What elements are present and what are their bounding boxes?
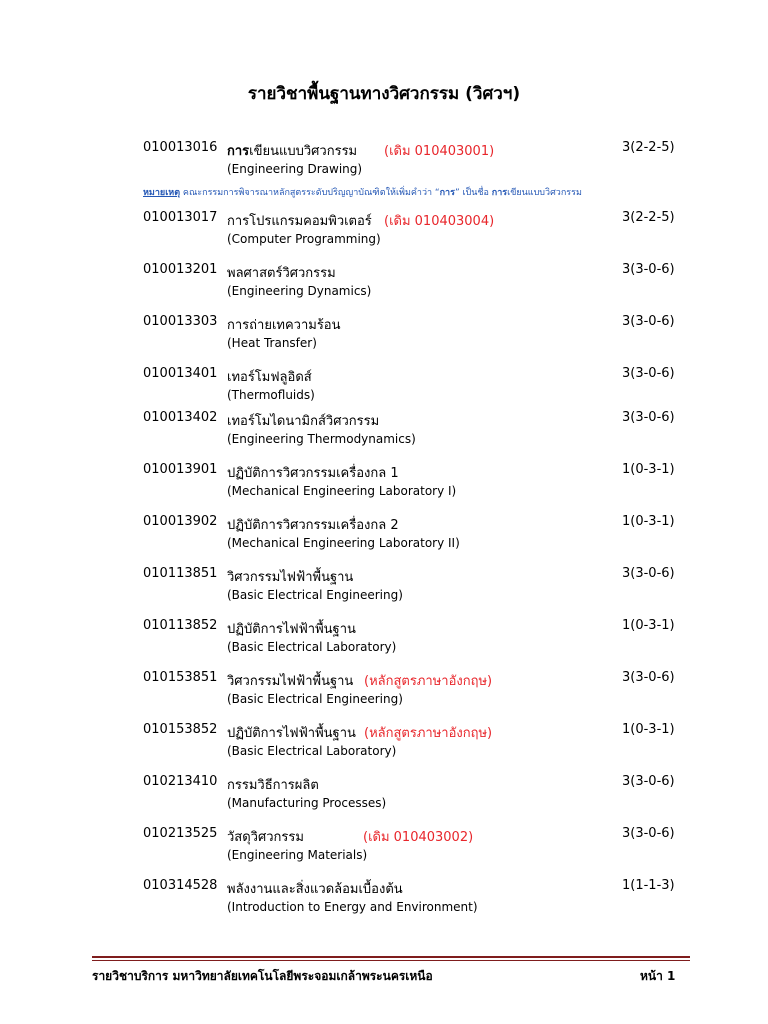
course-name-en: (Introduction to Energy and Environment) xyxy=(227,900,478,914)
course-code: 010013016 xyxy=(143,140,218,155)
course-note: (เดิม 010403004) xyxy=(384,214,495,229)
course-name-en: (Engineering Materials) xyxy=(227,848,368,862)
course-name: วัสดุวิศวกรรม xyxy=(227,830,304,845)
course-name-en: (Basic Electrical Engineering) xyxy=(227,692,403,706)
course-code: 010013017 xyxy=(143,210,218,225)
course-name: วิศวกรรมไฟฟ้าพื้นฐาน xyxy=(227,570,354,585)
page-title: รายวิชาพื้นฐานทางวิศวกรรม (วิศวฯ) xyxy=(247,84,521,104)
footer-divider xyxy=(92,960,690,961)
remark-bold-2: การ xyxy=(491,188,508,198)
course-name-en: (Mechanical Engineering Laboratory I) xyxy=(227,484,457,498)
course-credit: 1(1-1-3) xyxy=(622,878,675,893)
course-row xyxy=(0,462,768,514)
course-name: ปฏิบัติการไฟฟ้าพื้นฐาน xyxy=(227,622,356,637)
course-row xyxy=(0,314,768,366)
course-name-bold: การ xyxy=(227,144,250,159)
remark-text-2: ” เป็นชื่อ xyxy=(454,188,489,198)
course-row xyxy=(0,262,768,314)
remark-text-3: เขียนแบบวิศวกรรม xyxy=(507,188,582,198)
course-row xyxy=(0,566,768,618)
course-credit: 3(3-0-6) xyxy=(622,566,675,581)
course-code: 010113851 xyxy=(143,566,218,581)
course-credit: 1(0-3-1) xyxy=(622,462,675,477)
page-number: หน้า 1 xyxy=(640,969,676,983)
course-name-en: (Heat Transfer) xyxy=(227,336,317,350)
course-code: 010013402 xyxy=(143,410,218,425)
course-code: 010013401 xyxy=(143,366,218,381)
footer-divider xyxy=(92,956,690,958)
course-credit: 3(3-0-6) xyxy=(622,314,675,329)
course-note: (หลักสูตรภาษาอังกฤษ) xyxy=(364,726,493,741)
remark-bold-1: การ xyxy=(439,188,455,198)
course-row xyxy=(0,774,768,826)
course-credit: 3(2-2-5) xyxy=(622,210,675,225)
course-row xyxy=(0,140,768,210)
course-credit: 3(3-0-6) xyxy=(622,774,675,789)
course-credit: 3(3-0-6) xyxy=(622,366,675,381)
course-name-en: (Mechanical Engineering Laboratory II) xyxy=(227,536,460,550)
course-name: การถ่ายเทความร้อน xyxy=(227,318,341,333)
course-row xyxy=(0,618,768,670)
course-name: เทอร์โมฟลูอิดส์ xyxy=(227,370,312,385)
course-name-en: (Engineering Thermodynamics) xyxy=(227,432,416,446)
course-note: (เดิม 010403002) xyxy=(363,830,474,845)
course-credit: 3(3-0-6) xyxy=(622,262,675,277)
course-name xyxy=(227,140,357,161)
course-credit: 3(3-0-6) xyxy=(622,670,675,685)
course-name: ปฏิบัติการไฟฟ้าพื้นฐาน xyxy=(227,726,356,741)
course-name: วิศวกรรมไฟฟ้าพื้นฐาน xyxy=(227,674,354,689)
course-name-en: (Manufacturing Processes) xyxy=(227,796,387,810)
course-code: 010213410 xyxy=(143,774,218,789)
course-credit: 3(3-0-6) xyxy=(622,826,675,841)
course-row xyxy=(0,826,768,878)
course-code: 010213525 xyxy=(143,826,218,841)
course-name: การโปรแกรมคอมพิวเตอร์ xyxy=(227,214,372,229)
course-note: (เดิม 010403001) xyxy=(384,144,495,159)
course-name-en: (Thermofluids) xyxy=(227,388,315,402)
course-code: 010153852 xyxy=(143,722,218,737)
course-code: 010013303 xyxy=(143,314,218,329)
course-name-en: (Computer Programming) xyxy=(227,232,381,246)
course-code: 010153851 xyxy=(143,670,218,685)
course-code: 010314528 xyxy=(143,878,218,893)
course-row xyxy=(0,722,768,774)
remark xyxy=(143,185,582,199)
course-row xyxy=(0,410,768,462)
course-name-rest: เขียนแบบวิศวกรรม xyxy=(249,144,358,159)
course-name-en: (Engineering Drawing) xyxy=(227,162,363,176)
remark-text-1: คณะกรรมการพิจารณาหลักสูตรระดับปริญญาบัณฑิตให้เพิ่มคำว่า “ xyxy=(182,188,440,198)
course-credit: 1(0-3-1) xyxy=(622,514,675,529)
course-code: 010013901 xyxy=(143,462,218,477)
course-name-en: (Basic Electrical Laboratory) xyxy=(227,744,397,758)
course-list xyxy=(0,140,768,930)
course-row xyxy=(0,366,768,410)
course-row xyxy=(0,210,768,262)
course-name: ปฏิบัติการวิศวกรรมเครื่องกล 1 xyxy=(227,466,399,481)
course-credit: 1(0-3-1) xyxy=(622,618,675,633)
course-name: พลังงานและสิ่งแวดล้อมเบื้องต้น xyxy=(227,882,403,897)
course-credit: 3(2-2-5) xyxy=(622,140,675,155)
course-name: กรรมวิธีการผลิต xyxy=(227,778,319,793)
course-credit: 1(0-3-1) xyxy=(622,722,675,737)
course-name: เทอร์โมไดนามิกส์วิศวกรรม xyxy=(227,414,380,429)
course-row xyxy=(0,670,768,722)
remark-label: หมายเหตุ xyxy=(143,188,181,198)
course-name: ปฏิบัติการวิศวกรรมเครื่องกล 2 xyxy=(227,518,399,533)
course-row xyxy=(0,514,768,566)
course-credit: 3(3-0-6) xyxy=(622,410,675,425)
course-name: พลศาสตร์วิศวกรรม xyxy=(227,266,336,281)
course-code: 010013201 xyxy=(143,262,218,277)
course-note: (หลักสูตรภาษาอังกฤษ) xyxy=(364,674,493,689)
course-name-en: (Engineering Dynamics) xyxy=(227,284,372,298)
course-name-en: (Basic Electrical Laboratory) xyxy=(227,640,397,654)
course-code: 010113852 xyxy=(143,618,218,633)
footer-institution: รายวิชาบริการ มหาวิทยาลัยเทคโนโลยีพระจอมเกล้าพระนครเหนือ xyxy=(92,969,433,983)
course-row xyxy=(0,878,768,930)
course-name-en: (Basic Electrical Engineering) xyxy=(227,588,403,602)
course-code: 010013902 xyxy=(143,514,218,529)
